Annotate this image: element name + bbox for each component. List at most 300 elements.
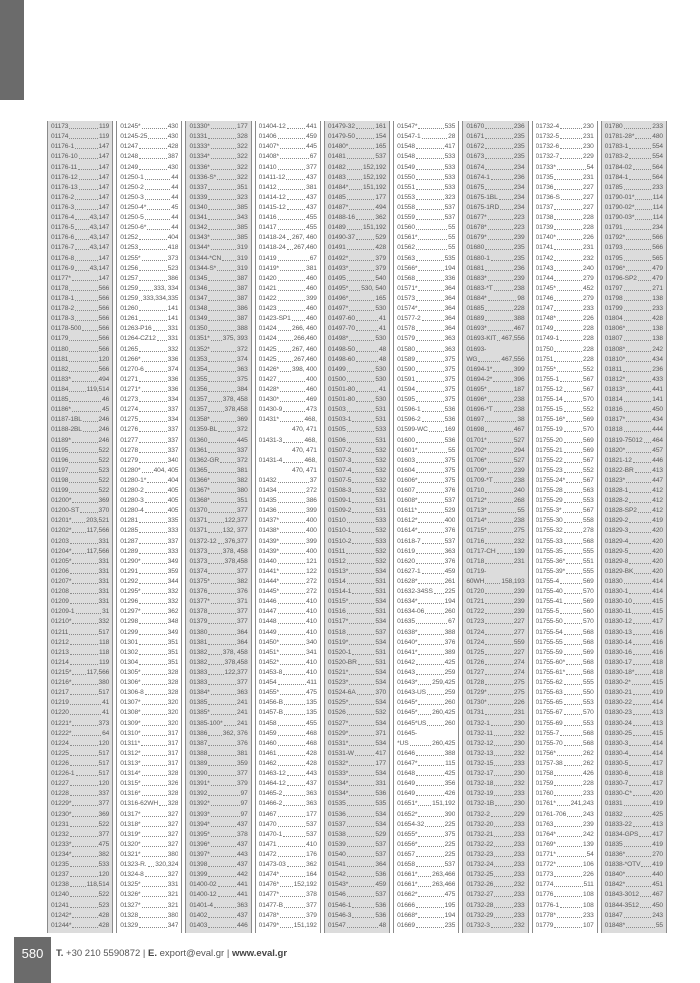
page-reference: 44 bbox=[171, 173, 179, 181]
dot-leader bbox=[488, 401, 513, 402]
page-reference: 379 bbox=[375, 254, 387, 262]
product-code: 01527* bbox=[327, 719, 349, 727]
index-entry bbox=[259, 648, 317, 658]
dot-leader bbox=[349, 735, 374, 736]
page-reference: 147 bbox=[98, 163, 110, 171]
page-reference: 533 bbox=[98, 861, 110, 869]
page-reference: 228 bbox=[583, 224, 594, 232]
page-reference: 377 bbox=[98, 830, 110, 838]
dot-leader bbox=[416, 856, 444, 857]
index-entry bbox=[51, 142, 109, 152]
dot-leader bbox=[635, 674, 651, 675]
dot-leader bbox=[70, 826, 98, 827]
page-reference: 246 bbox=[98, 416, 110, 424]
page-reference: 228 bbox=[513, 305, 525, 313]
page-reference: 564 bbox=[652, 163, 663, 171]
product-code: 01755-70 bbox=[535, 739, 563, 747]
page-reference: 349 bbox=[167, 628, 179, 636]
product-code: 01524-6A bbox=[327, 689, 356, 697]
index-entry bbox=[328, 395, 386, 405]
index-entry bbox=[259, 516, 317, 526]
page-reference: 228 bbox=[583, 214, 594, 222]
page-reference: 400 bbox=[306, 517, 317, 525]
product-code: 01336* bbox=[189, 163, 210, 171]
product-code: 01319* bbox=[120, 830, 141, 838]
dot-leader bbox=[564, 492, 582, 493]
dot-leader bbox=[416, 229, 447, 230]
dot-leader bbox=[69, 472, 97, 473]
dot-leader bbox=[485, 543, 513, 544]
index-entry bbox=[397, 435, 455, 445]
product-code: 01755-50 bbox=[535, 618, 563, 626]
email-link[interactable]: export@eval.gr bbox=[159, 948, 225, 959]
page-reference: 236 bbox=[513, 173, 525, 181]
page-reference: 473 bbox=[306, 406, 317, 414]
page-reference: 333 bbox=[167, 547, 179, 555]
page-reference: 530 bbox=[375, 396, 387, 404]
index-entry bbox=[397, 830, 455, 840]
dot-leader bbox=[208, 553, 222, 554]
dot-leader bbox=[278, 765, 306, 766]
page-reference: 375 bbox=[444, 456, 456, 464]
page-reference: 225 bbox=[444, 820, 456, 828]
product-code: 01176-6 bbox=[51, 234, 75, 242]
product-code: 01471 bbox=[258, 840, 277, 848]
index-entry bbox=[397, 900, 455, 910]
product-code: 01731 bbox=[466, 709, 485, 717]
page-reference: 534 bbox=[375, 699, 387, 707]
product-code: 01389 bbox=[189, 760, 208, 767]
index-entry bbox=[605, 729, 663, 739]
product-code: 01684* bbox=[466, 294, 487, 302]
product-code: 01176-9 bbox=[51, 264, 75, 272]
index-entry bbox=[536, 718, 594, 728]
dot-leader bbox=[624, 260, 652, 261]
page-reference: 227 bbox=[513, 648, 525, 656]
product-code: 01362-GR bbox=[189, 456, 220, 464]
index-entry bbox=[259, 900, 317, 910]
page-reference: 570 bbox=[583, 426, 594, 434]
dot-leader bbox=[491, 260, 513, 261]
page-reference: 414 bbox=[652, 739, 663, 747]
index-entry bbox=[328, 911, 386, 921]
product-code: 01668* bbox=[397, 911, 418, 919]
dot-leader bbox=[494, 765, 512, 766]
index-entry bbox=[189, 809, 247, 819]
page-reference: 331 bbox=[98, 537, 110, 545]
dot-leader bbox=[418, 684, 431, 685]
dot-leader bbox=[142, 260, 167, 261]
index-entry bbox=[120, 809, 178, 819]
dot-leader bbox=[287, 775, 305, 776]
dot-leader bbox=[624, 310, 652, 311]
index-entry bbox=[328, 365, 386, 375]
dot-leader bbox=[557, 856, 586, 857]
product-code: 01367* bbox=[189, 487, 210, 495]
product-code: 01677* bbox=[466, 214, 487, 222]
page-reference: 372 bbox=[236, 456, 248, 464]
dot-leader bbox=[139, 401, 167, 402]
page-reference: 321 bbox=[167, 901, 179, 909]
product-code: 01510-1 bbox=[327, 527, 352, 535]
page-reference: 523 bbox=[98, 901, 110, 909]
dot-leader bbox=[560, 148, 582, 149]
page-reference: 415 bbox=[652, 608, 663, 616]
product-code: 01732-5 bbox=[535, 133, 560, 141]
product-code: 01812* bbox=[604, 375, 626, 383]
page-reference: 529 bbox=[375, 234, 387, 242]
page-reference: 44 bbox=[171, 214, 179, 222]
index-entry bbox=[51, 759, 109, 769]
page-reference: 418 bbox=[652, 669, 663, 677]
index-entry bbox=[259, 799, 317, 809]
dot-leader bbox=[139, 320, 167, 321]
dot-leader bbox=[278, 381, 306, 382]
page-reference: 235 bbox=[513, 153, 525, 161]
page-reference: 260,425 bbox=[432, 739, 456, 747]
page-reference: 343 bbox=[236, 214, 248, 222]
product-code: 01482 bbox=[327, 163, 346, 171]
product-code: 01670 bbox=[466, 123, 485, 131]
index-entry bbox=[605, 648, 663, 658]
product-code: 01516 bbox=[327, 608, 346, 616]
dot-leader bbox=[626, 330, 651, 331]
product-code: 01241 bbox=[51, 901, 69, 909]
product-code: 01478* bbox=[258, 911, 279, 919]
index-entry bbox=[466, 405, 524, 415]
page-reference: 147 bbox=[98, 143, 110, 151]
page-reference: 229 bbox=[513, 810, 525, 818]
dot-leader bbox=[564, 623, 582, 624]
page-reference: 374 bbox=[236, 355, 248, 363]
index-entry bbox=[189, 749, 247, 759]
product-code: 01250-4* bbox=[120, 203, 147, 211]
product-code: 01382 bbox=[189, 658, 208, 666]
product-code: 01495* bbox=[327, 284, 349, 292]
product-code: 01658 bbox=[397, 861, 415, 869]
dot-leader bbox=[72, 735, 101, 736]
product-code: 01245* bbox=[120, 123, 141, 131]
product-code: 01716 bbox=[466, 537, 485, 545]
index-entry bbox=[605, 152, 663, 162]
index-entry bbox=[51, 395, 109, 405]
index-entry bbox=[259, 749, 317, 759]
page-reference: 530, 540 bbox=[361, 284, 387, 292]
product-code: 01830-25 bbox=[604, 729, 632, 737]
product-code: 01390 bbox=[189, 770, 208, 778]
index-entry bbox=[259, 769, 317, 779]
index-entry bbox=[397, 921, 455, 931]
product-code: 01518 bbox=[327, 628, 346, 636]
product-code: 01431* bbox=[258, 416, 279, 424]
page-reference: 362 bbox=[375, 214, 387, 222]
index-entry bbox=[189, 203, 247, 213]
index-entry bbox=[536, 567, 594, 577]
dot-leader bbox=[69, 371, 97, 372]
product-code: 01698 bbox=[466, 426, 485, 434]
index-entry bbox=[328, 607, 386, 617]
dot-leader bbox=[629, 593, 651, 594]
product-code: 01732-28 bbox=[466, 901, 494, 909]
product-code: 01672 bbox=[466, 143, 485, 151]
page-reference: 378,458 bbox=[224, 658, 248, 666]
dot-leader bbox=[491, 816, 513, 817]
dot-leader bbox=[70, 745, 98, 746]
page-reference: 118 bbox=[99, 648, 110, 656]
product-code: 01345 bbox=[189, 274, 208, 282]
index-entry bbox=[120, 253, 178, 263]
product-code: 01461 bbox=[258, 749, 277, 757]
index-entry bbox=[259, 253, 317, 263]
index-entry bbox=[466, 890, 524, 900]
index-entry bbox=[605, 516, 663, 526]
index-entry bbox=[189, 334, 247, 344]
product-code: 01645* bbox=[397, 699, 418, 707]
page-reference: 266,460 bbox=[293, 335, 317, 343]
page-reference: 240 bbox=[513, 487, 525, 495]
dot-leader bbox=[142, 593, 167, 594]
page-reference: 331 bbox=[98, 598, 110, 606]
index-entry bbox=[536, 456, 594, 466]
index-entry bbox=[259, 921, 317, 931]
page-reference: 327 bbox=[167, 810, 179, 818]
product-code: 01195 bbox=[51, 446, 69, 454]
index-entry bbox=[51, 597, 109, 607]
page-reference: 414 bbox=[652, 699, 663, 707]
index-entry bbox=[536, 385, 594, 395]
index-entry bbox=[189, 314, 247, 324]
product-code: 01312* bbox=[120, 749, 141, 757]
index-entry bbox=[328, 820, 386, 830]
page-reference: 470, 471 bbox=[292, 466, 317, 474]
dot-leader bbox=[147, 209, 170, 210]
index-entry bbox=[605, 749, 663, 759]
index-entry bbox=[466, 567, 524, 577]
dot-leader bbox=[356, 219, 374, 220]
dot-leader bbox=[208, 917, 236, 918]
product-code: 01847 bbox=[604, 911, 623, 919]
dot-leader bbox=[494, 896, 512, 897]
product-code: 01604 bbox=[397, 466, 415, 474]
page-reference: 400 bbox=[444, 517, 456, 525]
page-reference: 377 bbox=[236, 679, 248, 687]
page-reference: 151,192 bbox=[432, 800, 456, 808]
product-code: 01318* bbox=[120, 820, 141, 828]
page-reference: 331 bbox=[98, 567, 110, 575]
index-entry bbox=[189, 466, 247, 476]
page-reference: 522 bbox=[98, 476, 110, 484]
dot-leader bbox=[416, 563, 444, 564]
product-code: 01402 bbox=[189, 911, 208, 919]
index-entry bbox=[120, 324, 178, 334]
page-reference: 420 bbox=[652, 557, 663, 565]
page-reference: 375 bbox=[444, 830, 456, 838]
page-reference: 412 bbox=[652, 487, 663, 495]
index-entry bbox=[466, 425, 524, 435]
index-column bbox=[462, 121, 528, 933]
product-code: 01176-4 bbox=[51, 214, 75, 222]
index-entry bbox=[536, 496, 594, 506]
index-entry bbox=[536, 809, 594, 819]
product-code: 01548 bbox=[397, 143, 415, 151]
index-entry bbox=[51, 304, 109, 314]
index-entry bbox=[605, 850, 663, 860]
product-code: 01260 bbox=[120, 305, 139, 313]
product-code: 01430* bbox=[258, 396, 279, 404]
product-code: 01385 bbox=[189, 699, 208, 707]
dot-leader bbox=[422, 421, 444, 422]
page-reference: 231 bbox=[583, 133, 594, 141]
index-entry bbox=[536, 344, 594, 354]
page-reference: 522 bbox=[98, 487, 110, 495]
index-entry bbox=[189, 274, 247, 284]
product-code: 01749-1 bbox=[535, 335, 560, 343]
index-entry bbox=[466, 840, 524, 850]
page-reference: 151,192 bbox=[293, 921, 317, 929]
page-reference: 534 bbox=[375, 820, 387, 828]
page-reference: 141 bbox=[652, 396, 663, 404]
dot-leader bbox=[72, 846, 97, 847]
index-entry bbox=[259, 698, 317, 708]
product-code: 01496* bbox=[327, 294, 349, 302]
page-reference: 243 bbox=[652, 911, 663, 919]
dot-leader bbox=[347, 371, 375, 372]
page-reference: 390 bbox=[444, 810, 456, 818]
page-reference: 379 bbox=[306, 911, 317, 919]
dot-leader bbox=[280, 654, 305, 655]
index-entry bbox=[189, 880, 247, 890]
dot-leader bbox=[283, 462, 303, 463]
dot-leader bbox=[347, 866, 375, 867]
website-link[interactable]: www.eval.gr bbox=[231, 948, 288, 959]
index-entry bbox=[466, 688, 524, 698]
page-reference: 560 bbox=[583, 608, 594, 616]
page-reference: 379 bbox=[236, 780, 248, 788]
index-entry bbox=[189, 617, 247, 627]
index-entry bbox=[189, 678, 247, 688]
dot-leader bbox=[278, 138, 306, 139]
page-reference: 437 bbox=[236, 911, 248, 919]
page-reference: 37 bbox=[309, 476, 317, 484]
index-entry bbox=[466, 385, 524, 395]
product-code: 01343* bbox=[189, 234, 210, 242]
index-entry bbox=[605, 911, 663, 921]
product-code: 01755* bbox=[535, 365, 556, 373]
product-code: 01307* bbox=[120, 699, 141, 707]
page-reference: 375 bbox=[444, 385, 456, 393]
product-code: 01311* bbox=[120, 739, 141, 747]
dot-leader bbox=[352, 492, 374, 493]
page-reference: 468 bbox=[306, 739, 317, 747]
product-code: 01415-12 bbox=[258, 203, 286, 211]
page-reference: 147 bbox=[98, 153, 110, 161]
page-reference: 386 bbox=[167, 274, 179, 282]
page-reference: 470, 471 bbox=[292, 446, 317, 454]
page-reference: 164 bbox=[306, 871, 317, 879]
product-code: 01216* bbox=[51, 679, 72, 687]
page-reference: 537 bbox=[444, 861, 456, 869]
index-entry bbox=[605, 264, 663, 274]
page-reference: 380 bbox=[167, 911, 179, 919]
dot-leader bbox=[554, 219, 582, 220]
index-entry bbox=[466, 253, 524, 263]
dot-leader bbox=[217, 179, 236, 180]
index-entry bbox=[397, 122, 455, 132]
page-reference: 379 bbox=[375, 264, 387, 272]
product-code: 01595 bbox=[397, 396, 415, 404]
page-reference: 567 bbox=[583, 385, 594, 393]
dot-leader bbox=[416, 351, 444, 352]
dot-leader bbox=[145, 512, 167, 513]
product-code: 01210* bbox=[51, 618, 72, 626]
page-reference: 568 bbox=[583, 638, 594, 646]
page-reference: 121 bbox=[306, 557, 317, 565]
product-code: 01793 bbox=[604, 244, 623, 252]
dot-leader bbox=[347, 896, 375, 897]
dot-leader bbox=[491, 179, 513, 180]
page-reference: 226 bbox=[583, 871, 594, 879]
dot-leader bbox=[69, 482, 97, 483]
product-code: 01209-1 bbox=[51, 608, 75, 616]
page-reference: 468, bbox=[304, 416, 317, 424]
page-reference: 138 bbox=[652, 335, 663, 343]
page-reference: 412 bbox=[652, 497, 663, 505]
page-reference: 336 bbox=[167, 385, 179, 393]
product-code: 01836* bbox=[604, 850, 626, 858]
dot-leader bbox=[79, 179, 98, 180]
dot-leader bbox=[557, 169, 586, 170]
index-entry bbox=[605, 334, 663, 344]
dot-leader bbox=[287, 866, 305, 867]
product-code: 01798 bbox=[604, 294, 623, 302]
dot-leader bbox=[349, 209, 374, 210]
dot-leader bbox=[416, 260, 444, 261]
product-code: 01693-KIT bbox=[466, 335, 497, 343]
product-code: 01542 bbox=[327, 871, 346, 879]
dot-leader bbox=[347, 249, 375, 250]
dot-leader bbox=[349, 886, 374, 887]
page-reference: 534 bbox=[375, 567, 387, 575]
page-reference: 420 bbox=[652, 567, 663, 575]
index-entry bbox=[536, 264, 594, 274]
index-entry bbox=[466, 264, 524, 274]
product-code: 01487* bbox=[327, 203, 349, 211]
index-entry bbox=[120, 122, 178, 132]
page-reference: 337 bbox=[167, 426, 179, 434]
product-code: 01738 bbox=[535, 214, 554, 222]
product-code: 01198 bbox=[51, 476, 69, 484]
page-reference: 452 bbox=[583, 284, 594, 292]
product-code: 01439* bbox=[258, 537, 279, 545]
index-entry bbox=[120, 304, 178, 314]
product-code: 01840* bbox=[604, 871, 626, 879]
page-reference: 455 bbox=[306, 214, 317, 222]
page-reference: 442 bbox=[236, 871, 248, 879]
page-reference: 537 bbox=[375, 891, 387, 899]
product-code: 01666 bbox=[397, 901, 415, 909]
index-entry bbox=[397, 385, 455, 395]
dot-leader bbox=[352, 452, 374, 453]
product-code: 01830-14 bbox=[604, 638, 632, 646]
page-reference: 527 bbox=[513, 436, 525, 444]
index-entry bbox=[536, 183, 594, 193]
index-entry bbox=[397, 486, 455, 496]
page-reference: 233 bbox=[513, 911, 525, 919]
product-code: 01264-CZ12 bbox=[120, 335, 156, 343]
index-entry bbox=[536, 506, 594, 516]
index-entry bbox=[605, 830, 663, 840]
dot-leader bbox=[145, 219, 171, 220]
